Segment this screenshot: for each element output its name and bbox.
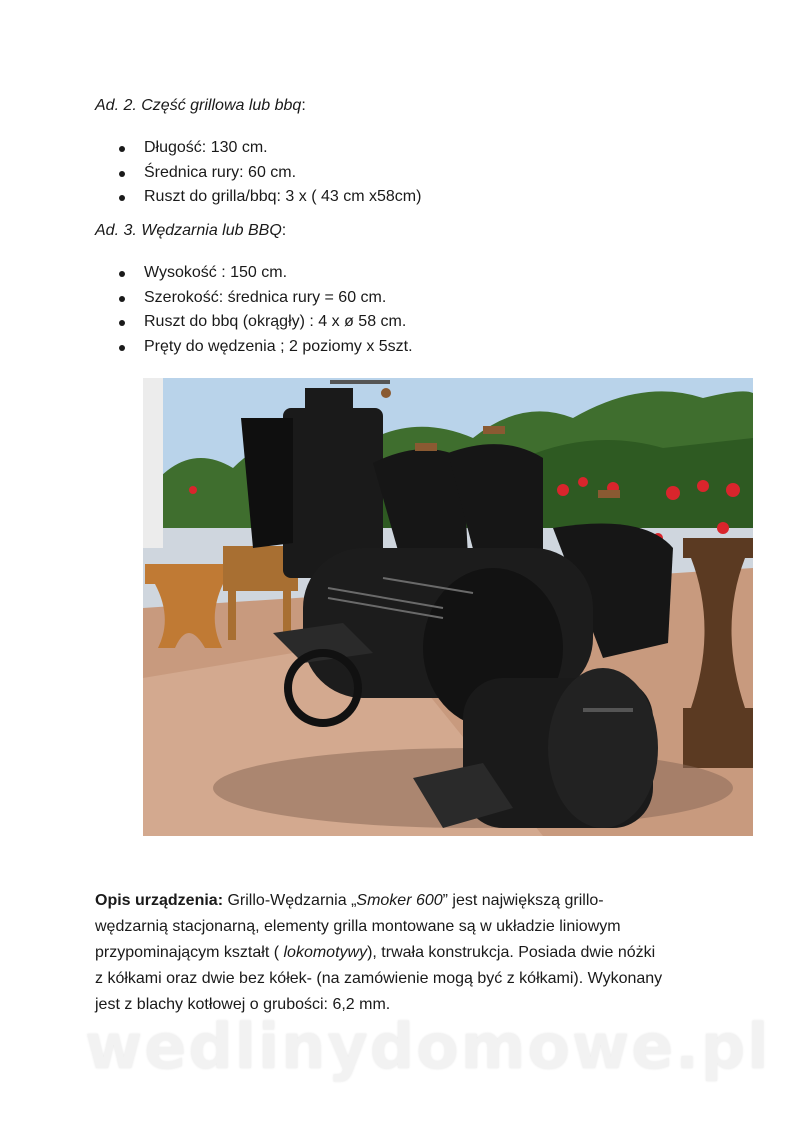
description-line-3: przypominającym kształt ( lokomotywy), trwała konstrukcja. Posiada dwie nóżki bbox=[95, 944, 656, 961]
description-line-5: jest z blachy kotłowej o grubości: 6,2 mm. bbox=[95, 996, 391, 1013]
description-line-4: z kółkami oraz dwie bez kółek- (na zamówienie mogą być z kółkami). Wykonany bbox=[95, 970, 663, 987]
smoker-grill-photo bbox=[143, 378, 753, 836]
umbrella bbox=[143, 378, 163, 548]
device-description bbox=[95, 888, 705, 1018]
site-watermark: wedlinydomowe.pl bbox=[85, 1010, 771, 1083]
description-line-1: Opis urządzenia: Grillo-Wędzarnia „Smoker 600” jest największą grillo- bbox=[95, 892, 604, 909]
list-item: Długość: 130 cm. bbox=[95, 136, 421, 161]
list-item: Pręty do wędzenia ; 2 poziomy x 5szt. bbox=[95, 335, 413, 360]
list-item: Ruszt do bbq (okrągły) : 4 x ø 58 cm. bbox=[95, 310, 413, 335]
section-2-heading: Ad. 2. Część grillowa lub bbq: bbox=[95, 97, 306, 114]
list-item: Ruszt do grilla/bbq: 3 x ( 43 cm x58cm) bbox=[95, 185, 421, 210]
section-3-heading: Ad. 3. Wędzarnia lub BBQ: bbox=[95, 222, 287, 239]
section-3-list bbox=[95, 261, 413, 359]
section-2-list bbox=[95, 136, 421, 210]
list-item: Średnica rury: 60 cm. bbox=[95, 161, 421, 186]
list-item: Wysokość : 150 cm. bbox=[95, 261, 413, 286]
description-line-2: wędzarnią stacjonarną, elementy grilla montowane są w układzie liniowym bbox=[95, 918, 621, 935]
smoker-grill-illustration bbox=[143, 378, 753, 836]
list-item: Szerokość: średnica rury = 60 cm. bbox=[95, 286, 413, 311]
